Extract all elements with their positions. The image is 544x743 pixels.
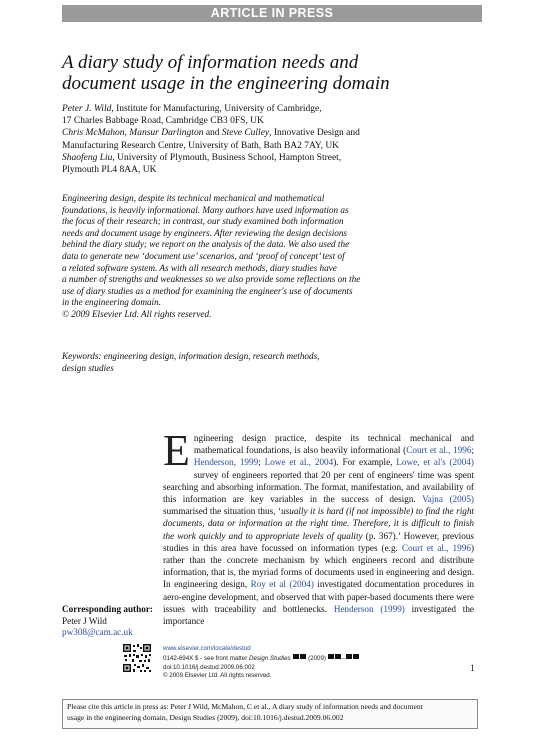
abstract-line: behind the diary study; we report on the analysis of the data. We also used the <box>62 239 350 250</box>
citation-link[interactable]: Henderson (1999) <box>333 603 405 614</box>
placeholder-mark <box>353 654 359 659</box>
citation-link[interactable]: Vajna (2005) <box>422 494 474 505</box>
body-span: investigated documentation procedures in aero-engine development, and observed that with paper-based documents there were issues with traceability and bottlenecks. <box>163 579 474 614</box>
placeholder-mark <box>293 654 299 659</box>
author-name: Shaofeng Liu <box>62 152 113 163</box>
body-span: survey of engineers reported that 20 per cent of engineers' time was spent searching and absorbing information. The format, manifestation, and availability of this information are key variables in the success of design. <box>163 469 474 505</box>
citation-link[interactable]: Lowe, et al's (2004) <box>396 457 474 468</box>
abstract-line: in the engineering domain. <box>62 297 162 308</box>
author-name: Steve Culley <box>221 128 270 139</box>
body-span: (p. 367).’ However, previous studies in this area have focussed on information types (e.g. <box>163 530 474 553</box>
keywords-line-2: design studies <box>62 362 114 373</box>
citation-link[interactable]: Court et al., 1996 <box>406 445 472 456</box>
qr-code-icon <box>122 643 152 673</box>
body-span: ; <box>258 457 265 468</box>
doi-line: doi:10.1016/j.destud.2009.06.002 <box>163 663 255 671</box>
body-span: ). For example, <box>333 457 397 468</box>
citation-notice-box <box>62 699 478 729</box>
paper-title <box>62 52 482 94</box>
affiliation-text: , Innovative Design and <box>269 128 360 139</box>
placeholder-mark <box>335 654 341 659</box>
affiliation-text: , Institute for Manufacturing, University of Cambridge, <box>111 104 322 114</box>
abstract-line: foundations, is heavily informational. Many authors have used information as <box>62 204 349 215</box>
citation-link[interactable]: Court et al., 1996 <box>401 542 471 553</box>
abstract-line: a related software system. As with all research methods, diary studies have <box>62 262 337 273</box>
abstract-line: use of diary studies as a method for examining the engineer's use of documents <box>62 285 353 296</box>
placeholder-mark <box>300 654 306 659</box>
abstract-line: the focus of their research; in contrast, our study examined both information <box>62 216 344 227</box>
citation-link[interactable]: Roy et al (2004) <box>250 579 314 590</box>
abstract-copyright: © 2009 Elsevier Ltd. All rights reserved. <box>62 308 212 319</box>
abstract-line: a number of strengths and weaknesses so we also provide some reflections on the <box>62 274 361 285</box>
placeholder-mark <box>328 654 334 659</box>
author-affiliations <box>62 103 482 176</box>
and-text: and <box>203 128 222 139</box>
abstract <box>62 193 482 321</box>
placeholder-mark <box>346 654 352 659</box>
cite-line-2: usage in the engineering domain, Design Studies (2009), doi:10.1016/j.destud.2009.06.002 <box>67 712 344 722</box>
abstract-line: Engineering design, despite its technical mechanical and mathematical <box>62 193 325 203</box>
author-names: Chris McMahon, Mansur Darlington <box>62 128 204 139</box>
abstract-line: needs and document usage by engineers. After reviewing the design decisions <box>62 227 348 238</box>
affiliation-text: , University of Plymouth, Business School, Hampton Street, <box>112 152 342 163</box>
abstract-line: data to generate new ‘document use’ scenarios, and ‘proof of concept’ test of <box>62 250 345 261</box>
body-span: ngineering design practice, despite its technical mechanical and mathematical foundations, is also heavily informational ( <box>193 433 474 456</box>
keywords <box>62 351 482 374</box>
body-text <box>163 426 475 627</box>
author-line-6: Plymouth PL4 8AA, UK <box>62 165 157 176</box>
corresponding-label: Corresponding author: <box>62 604 153 614</box>
page-number: 1 <box>470 664 475 674</box>
citation-link[interactable]: Lowe et al., 2004 <box>264 457 334 468</box>
pages-separator: – <box>341 654 346 662</box>
body-span: summarised the situation thus, ‘ <box>163 506 282 517</box>
author-line-2: 17 Charles Babbage Road, Cambridge CB3 0FS, UK <box>62 116 264 127</box>
journal-name: Design Studies <box>249 654 291 662</box>
drop-cap: E <box>163 426 190 475</box>
corresponding-email-link[interactable]: pw308@cam.ac.uk <box>62 627 133 638</box>
title-line-2: document usage in the engineering domain <box>62 73 390 94</box>
corresponding-author <box>62 604 162 639</box>
author-line-5 <box>62 152 482 164</box>
body-span: ; <box>471 445 474 456</box>
journal-url-link[interactable]: www.elsevier.com/locate/destud <box>163 645 251 652</box>
corresponding-name: Peter J Wild <box>62 615 107 626</box>
author-line-1 <box>62 103 482 115</box>
body-span: investigated the importance <box>163 603 475 627</box>
journal-footer <box>163 645 413 681</box>
year-text: (2009) <box>306 654 328 662</box>
cite-line-1: Please cite this article in press as: Peter J Wild, McMahon, C et al., A diary study of information needs and document <box>67 702 423 711</box>
author-line-3 <box>62 127 482 139</box>
footer-copyright: © 2009 Elsevier Ltd. All rights reserved. <box>163 672 272 680</box>
author-name: Peter J. Wild <box>62 104 112 114</box>
citation-link[interactable]: Henderson, 1999 <box>193 457 259 468</box>
issn-line <box>163 654 413 664</box>
title-line-1: A diary study of information needs and <box>62 52 359 73</box>
article-in-press-banner: ARTICLE IN PRESS <box>62 5 482 22</box>
keywords-line-1: Keywords: engineering design, information design, research methods, <box>62 351 320 361</box>
author-line-4: Manufacturing Research Centre, University of Bath, Bath BA2 7AY, UK <box>62 140 340 151</box>
body-span: ) rather than the concrete mechanism by which engineers record and distribute information, that is, the myriad forms of documents used in engineering and design. In engineering design, <box>163 542 474 590</box>
issn-text: 0142-694X $ - see front matter <box>163 654 249 662</box>
quotation: usually it is hard (if not impossible) to find the right documents, data or information at the right time. Therefore, it is difficult to finish the work quickly and to appropriate levels of quality <box>163 506 474 541</box>
